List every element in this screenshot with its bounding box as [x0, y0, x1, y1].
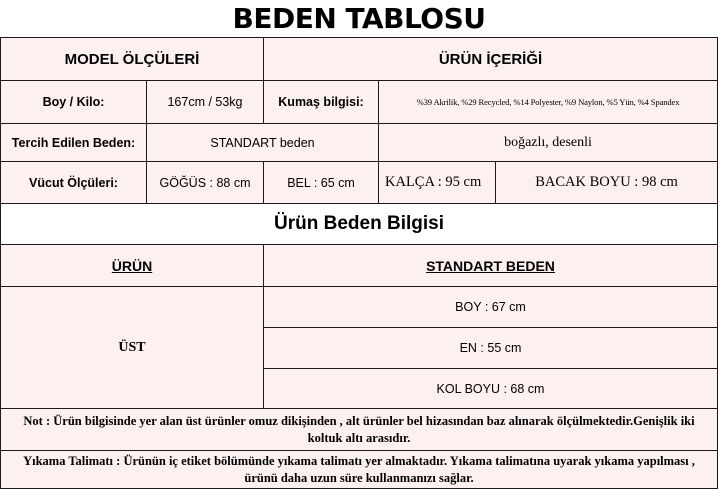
model-measurements-header: MODEL ÖLÇÜLERİ	[0, 37, 264, 81]
preferred-size-label: Tercih Edilen Beden:	[0, 123, 147, 162]
preferred-size-value: STANDART beden	[146, 123, 379, 162]
width-measurement: EN : 55 cm	[263, 327, 718, 369]
hip-measurement: KALÇA : 95 cm	[378, 161, 496, 204]
measurement-note: Not : Ürün bilgisinde yer alan üst ürünler omuz dikişinden , alt ürünler bel hizasından baz alınarak ölçülmektedir.Genişlik iki koltuk altı arasıdır.	[0, 408, 718, 451]
page-title: BEDEN TABLOSU	[0, 0, 718, 37]
body-measurements-label: Vücut Ölçüleri:	[0, 161, 147, 204]
sleeve-length-measurement: KOL BOYU : 68 cm	[263, 368, 718, 409]
product-features: boğazlı, desenli	[378, 123, 718, 162]
standard-size-column-header: STANDART BEDEN	[263, 244, 718, 287]
length-measurement: BOY : 67 cm	[263, 286, 718, 328]
washing-instructions-note: Yıkama Talimatı : Ürünün iç etiket bölümünde yıkama talimatı yer almaktadır. Yıkama talimatına uyarak yıkama yapılması , ürünü daha uzun süre kullanmanızı sağlar.	[0, 450, 718, 489]
waist-measurement: BEL : 65 cm	[263, 161, 379, 204]
chest-measurement: GÖĞÜS : 88 cm	[146, 161, 264, 204]
product-size-info-title: Ürün Beden Bilgisi	[0, 203, 718, 245]
product-top-label: ÜST	[0, 286, 264, 409]
product-content-header: ÜRÜN İÇERİĞİ	[263, 37, 718, 81]
fabric-value: %39 Akrilik, %29 Recycled, %14 Polyester, %9 Naylon, %5 Yün, %4 Spandex	[378, 80, 718, 124]
height-weight-value: 167cm / 53kg	[146, 80, 264, 124]
height-weight-label: Boy / Kilo:	[0, 80, 147, 124]
leg-length-measurement: BACAK BOYU : 98 cm	[495, 161, 718, 204]
product-column-header: ÜRÜN	[0, 244, 264, 287]
fabric-label: Kumaş bilgisi:	[263, 80, 379, 124]
